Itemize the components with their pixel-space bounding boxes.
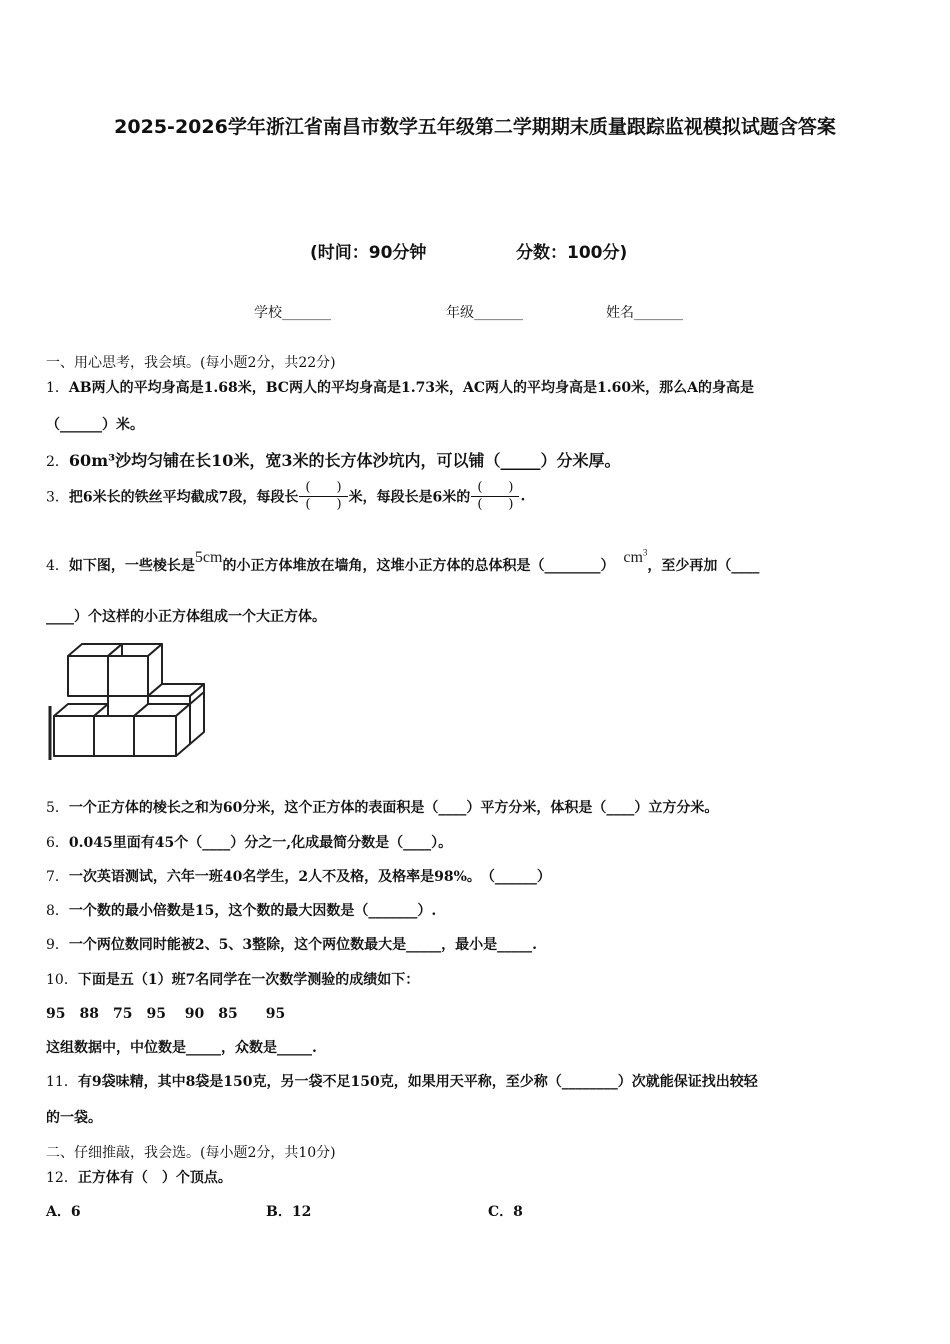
fraction-blank-2 [471, 480, 519, 513]
exam-score: 分数：100分) [516, 243, 628, 263]
question-1-continued: （______）米。 [46, 417, 144, 433]
question-2 [46, 448, 621, 471]
question-number: 11． [46, 1074, 78, 1090]
question-4-continued: ____）个这样的小正方体组成一个大正方体。 [46, 609, 326, 625]
question-text: AB两人的平均身高是1.68米，BC两人的平均身高是1.73米，AC两人的平均身高是1.60米，那么A的身高是 [68, 380, 755, 396]
question-12 [46, 1167, 232, 1187]
question-text: ，至少再加（____ [647, 558, 760, 574]
school-field: 学校_______ [254, 305, 331, 321]
question-text: 的小正方体堆放在墙角，这堆小正方体的总体积是（________） [222, 558, 615, 574]
exam-time: (时间：90分钟 [310, 243, 427, 263]
question-number: 7． [46, 869, 69, 885]
question-text: 0.045里面有45个（____）分之一,化成最简分数是（____）。 [68, 835, 453, 851]
section-2-heading: 二、仔细推敲，我会选。(每小题2分，共10分) [46, 1145, 336, 1161]
cube-face [108, 656, 148, 696]
question-text: 一个正方体的棱长之和为60分米，这个正方体的表面积是（____）平方分米，体积是（____）立方分米。 [68, 800, 719, 816]
option-c[interactable]: C．8 [488, 1204, 523, 1220]
option-a[interactable]: A．6 [46, 1204, 81, 1220]
question-number: 2． [46, 454, 69, 470]
question-11 [46, 1071, 758, 1091]
question-3 [46, 480, 525, 513]
fraction-numerator: ( ) [471, 480, 519, 497]
cube-face [54, 716, 94, 756]
fraction-denominator: ( ) [477, 497, 514, 512]
name-field: 姓名_______ [606, 305, 683, 321]
question-6 [46, 832, 452, 852]
question-text: 米，每段长是6米的 [348, 489, 471, 506]
question-text: 下面是五（1）班7名同学在一次数学测验的成绩如下： [77, 972, 420, 988]
unit-text: cm [623, 549, 643, 566]
section-1-heading: 一、用心思考，我会填。(每小题2分，共22分) [46, 355, 336, 371]
question-11-continued: 的一袋。 [46, 1110, 102, 1126]
question-number: 5． [46, 800, 69, 816]
question-text: 如下图，一些棱长是 [68, 558, 195, 574]
question-text: 60m³沙均匀铺在长10米，宽3米的长方体沙坑内，可以铺（_____）分米厚。 [68, 451, 621, 470]
edge-length: 5cm [194, 549, 223, 566]
score-list: 95 88 75 95 90 85 95 [46, 1006, 286, 1022]
fraction-denominator: ( ) [305, 497, 342, 512]
question-9 [46, 934, 537, 954]
question-8 [46, 900, 436, 920]
page-title: 2025-2026学年浙江省南昌市数学五年级第二学期期末质量跟踪监视模拟试题含答案 [114, 116, 836, 138]
grade-field: 年级_______ [446, 305, 523, 321]
option-b[interactable]: B．12 [266, 1204, 312, 1220]
question-text: 正方体有（ ）个顶点。 [77, 1170, 232, 1186]
cube-face [68, 656, 108, 696]
question-text: 一个两位数同时能被2、5、3整除，这个两位数最大是_____，最小是_____. [68, 937, 538, 953]
cube-face [94, 716, 134, 756]
question-1 [46, 377, 754, 397]
question-10-continued: 这组数据中，中位数是_____，众数是_____. [46, 1040, 317, 1056]
stacked-cubes-figure [46, 636, 226, 764]
question-5 [46, 797, 718, 817]
question-text: . [520, 488, 526, 505]
question-7 [46, 866, 551, 886]
cube-face [134, 716, 176, 756]
question-number: 9． [46, 937, 69, 953]
question-number: 8． [46, 903, 69, 919]
question-10 [46, 969, 419, 989]
question-number: 12． [46, 1170, 78, 1186]
question-number: 1． [46, 380, 69, 396]
question-4 [46, 547, 760, 575]
question-text: 一个数的最小倍数是15，这个数的最大因数是（_______）. [68, 903, 437, 919]
question-number: 3． [46, 489, 69, 506]
question-text: 有9袋味精，其中8袋是150克，另一袋不足150克，如果用天平称，至少称（________）次就能保证找出较轻 [77, 1074, 758, 1090]
question-text: 一次英语测试，六年一班40名学生，2人不及格，及格率是98%。 （______） [68, 869, 551, 885]
question-number: 4． [46, 558, 69, 574]
question-number: 10． [46, 972, 78, 988]
fraction-blank-1 [299, 480, 347, 513]
unit-exponent: 3 [642, 547, 648, 558]
fraction-numerator: ( ) [299, 480, 347, 497]
question-number: 6． [46, 835, 69, 851]
volume-unit [623, 549, 647, 566]
question-text: 把6米长的铁丝平均截成7段，每段长 [68, 489, 299, 506]
